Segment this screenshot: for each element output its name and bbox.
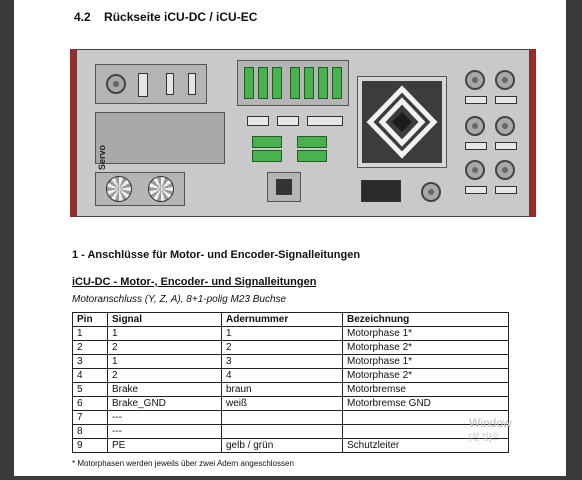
connector-description: Motoranschluss (Y, Z, A), 8+1-polig M23 Buchse (72, 294, 287, 305)
table-cell: 2 (222, 341, 343, 355)
sub-d-connector (166, 73, 174, 95)
sub-d-connector (188, 73, 196, 95)
table-cell: gelb / grün (222, 439, 343, 453)
column-header: Bezeichnung (343, 313, 509, 327)
m23-connector (495, 116, 515, 136)
table-cell (222, 425, 343, 439)
connection-heading: 1 - Anschlüsse für Motor- und Encoder-Signalleitungen (72, 249, 361, 261)
table-header-row (73, 313, 509, 327)
table-row (73, 369, 509, 383)
fan-grille-icon (358, 77, 446, 167)
green-terminal (252, 150, 282, 162)
table-cell: Motorphase 1* (343, 355, 509, 369)
green-terminal (304, 67, 314, 99)
table-cell: Motorbremse GND (343, 397, 509, 411)
table-row (73, 383, 509, 397)
table-cell: 6 (73, 397, 108, 411)
ethernet-connector (106, 74, 126, 94)
fan-panel (95, 172, 185, 206)
table-cell: Motorbremse (343, 383, 509, 397)
table-cell: braun (222, 383, 343, 397)
table-row (73, 439, 509, 453)
table-cell: Brake (108, 383, 222, 397)
table-cell: Brake_GND (108, 397, 222, 411)
pin-table (72, 312, 509, 453)
table-cell: 1 (108, 355, 222, 369)
watermark-line: Window (469, 416, 512, 430)
m23-connector (495, 70, 515, 90)
main-fan-grille (357, 76, 447, 168)
chassis (76, 49, 530, 217)
table-cell: --- (108, 411, 222, 425)
m23-connector (465, 160, 485, 180)
table-row (73, 341, 509, 355)
table-cell: 1 (108, 327, 222, 341)
table-cell: Motorphase 2* (343, 369, 509, 383)
table-row (73, 397, 509, 411)
sub-d-connector (465, 96, 487, 104)
green-terminal (272, 67, 282, 99)
sub-d-connector (495, 96, 517, 104)
table-cell: 2 (108, 341, 222, 355)
green-terminal (258, 67, 268, 99)
activation-watermark (469, 416, 512, 444)
round-connector (421, 182, 441, 202)
servo-label: Servo (97, 144, 107, 170)
section-title-text: Rückseite iCU-DC / iCU-EC (104, 10, 258, 24)
table-cell: --- (108, 425, 222, 439)
section-number: 4.2 (74, 10, 91, 24)
m23-connector (495, 160, 515, 180)
table-cell: PE (108, 439, 222, 453)
fan-icon (106, 176, 132, 202)
fan-icon (148, 176, 174, 202)
table-cell: Schutzleiter (343, 439, 509, 453)
green-terminal (244, 67, 254, 99)
m23-connector (465, 70, 485, 90)
subsection-heading: iCU-DC - Motor-, Encoder- und Signalleitungen (72, 276, 317, 288)
document-page (14, 0, 566, 476)
watermark-line: [설정]으 (469, 432, 501, 442)
sub-d-connector (495, 142, 517, 150)
table-cell: 7 (73, 411, 108, 425)
sub-d-connector (138, 73, 148, 97)
green-terminal (332, 67, 342, 99)
green-terminal (318, 67, 328, 99)
table-cell: 3 (222, 355, 343, 369)
table-cell: 4 (73, 369, 108, 383)
table-row (73, 327, 509, 341)
power-switch (276, 179, 292, 195)
table-cell: 2 (108, 369, 222, 383)
sub-d-connector (465, 186, 487, 194)
power-inlet (361, 180, 401, 202)
m23-connector (465, 116, 485, 136)
sub-d-connector (277, 116, 299, 126)
sub-d-connector (247, 116, 269, 126)
table-cell: 5 (73, 383, 108, 397)
io-panel-top (95, 64, 207, 104)
sub-d-connector (495, 186, 517, 194)
green-terminal (297, 136, 327, 148)
green-terminal (290, 67, 300, 99)
table-cell: 1 (73, 327, 108, 341)
table-row (73, 425, 509, 439)
table-row (73, 411, 509, 425)
footnote: * Motorphasen werden jeweils über zwei Adern angeschlossen (72, 459, 294, 468)
table-cell: 3 (73, 355, 108, 369)
table-cell: 9 (73, 439, 108, 453)
table-cell: 2 (73, 341, 108, 355)
table-cell: 8 (73, 425, 108, 439)
device-rear-drawing (70, 45, 540, 223)
switch-panel (267, 172, 301, 202)
sub-d-connector (307, 116, 343, 126)
column-header: Signal (108, 313, 222, 327)
table-cell: Motorphase 2* (343, 341, 509, 355)
table-cell (222, 411, 343, 425)
section-title (74, 10, 257, 24)
green-terminal (252, 136, 282, 148)
blank-panel (95, 112, 225, 164)
table-row (73, 355, 509, 369)
table-cell: 1 (222, 327, 343, 341)
table-cell: weiß (222, 397, 343, 411)
column-header: Adernummer (222, 313, 343, 327)
table-cell: Motorphase 1* (343, 327, 509, 341)
sub-d-connector (465, 142, 487, 150)
column-header: Pin (73, 313, 108, 327)
table-cell: 4 (222, 369, 343, 383)
connector-panel (237, 60, 349, 106)
mounting-ear-right (530, 49, 536, 217)
green-terminal (297, 150, 327, 162)
